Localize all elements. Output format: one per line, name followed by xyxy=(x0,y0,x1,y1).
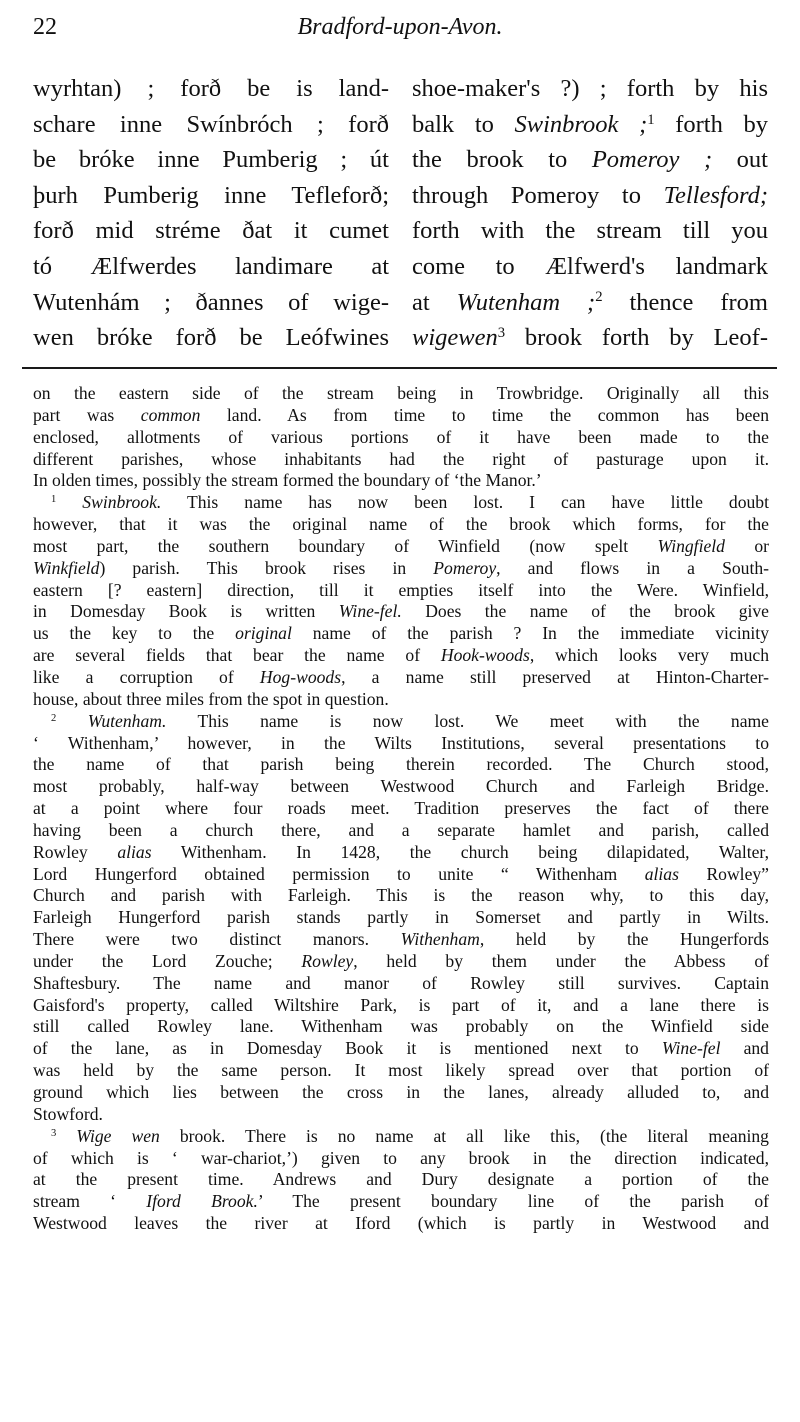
footnote-line xyxy=(33,951,769,973)
text-run: balk to xyxy=(412,110,515,138)
text-run: Does the name of the brook give xyxy=(401,601,769,622)
footnote-line xyxy=(33,514,769,536)
text-run: and xyxy=(720,1038,769,1059)
text-run: ground which lies between the cross in the lanes, already alluded to, and xyxy=(33,1082,769,1102)
footnote-line xyxy=(33,492,769,514)
text-run: There were two distinct manors. xyxy=(33,929,401,950)
text-run: shoe-maker's ?) ; forth by his xyxy=(412,75,768,102)
text-run: Westwood leaves the river at Iford (which is partly in Westwood and xyxy=(33,1213,769,1234)
footnote-line xyxy=(33,405,769,427)
translation-column xyxy=(412,71,768,356)
footnote-line xyxy=(33,776,769,798)
footnote-line xyxy=(33,754,769,776)
text-run: Rowley” xyxy=(678,863,769,884)
text-run: , a name still preserved at Hinton-Charter- xyxy=(341,666,769,687)
italic-text: Withenham xyxy=(400,929,480,950)
text-run: forth with the stream till you xyxy=(412,217,768,245)
footnote-line xyxy=(33,929,769,951)
footnote-reference: 3 xyxy=(51,1127,57,1139)
footnote-line xyxy=(33,1169,769,1191)
text-run: the brook to xyxy=(412,146,592,174)
footnote-line xyxy=(33,667,769,689)
text-run: , and flows in a South- xyxy=(496,557,769,578)
text-run: In olden times, possibly the stream formed the boundary of ‘the Manor.’ xyxy=(33,470,542,491)
old-english-line: schare inne Swínbróch ; forð xyxy=(33,110,389,138)
text-run: brook. There is no name at all like this, (the literal meaning xyxy=(159,1125,769,1146)
footnote-line xyxy=(33,885,769,907)
text-run xyxy=(56,492,82,512)
text-run: forth by xyxy=(654,110,768,138)
footnote-line xyxy=(33,907,769,929)
italic-text: Pomeroy xyxy=(433,557,497,578)
old-english-column xyxy=(33,71,389,356)
text-run: name of the parish ? In the immediate vicinity xyxy=(291,623,769,644)
translation-line xyxy=(412,285,768,321)
footnote-line xyxy=(33,427,769,449)
footnote-line xyxy=(33,1213,769,1235)
footnote-line xyxy=(33,1104,769,1126)
footnote-line xyxy=(33,470,769,492)
text-run: still called Rowley lane. Withenham was probably on the Winfield side xyxy=(33,1016,769,1037)
page-number: 22 xyxy=(33,14,57,40)
footnote-line xyxy=(33,580,769,602)
text-run: Church and parish with Farleigh. This is the reason why, to this day, xyxy=(33,885,769,906)
italic-text: wigewen xyxy=(412,324,498,352)
text-run: at a point where four roads meet. Tradition preserves the fact of there xyxy=(33,798,769,819)
text-run: the name of that parish being therein recorded. The Church stood, xyxy=(33,754,769,775)
translation-line xyxy=(412,213,768,249)
italic-text: alias xyxy=(117,841,152,862)
footnote-line xyxy=(33,536,769,558)
text-run: , which looks very much xyxy=(529,645,769,666)
italic-text: common xyxy=(140,404,201,425)
footnote-line xyxy=(33,689,769,711)
text-run: of which is ‘ war-chariot,’) given to any brook in the direction indicated, xyxy=(33,1147,769,1168)
text-run: different parishes, whose inhabitants had the right of pasturage upon it. xyxy=(33,448,769,469)
italic-text: Wige wen xyxy=(76,1125,160,1146)
text-run: having been a church there, and a separate hamlet and parish, called xyxy=(33,819,769,840)
italic-text: Winkfield xyxy=(33,557,100,578)
text-run: of the lane, as in Domesday Book it is mentioned next to xyxy=(33,1038,662,1059)
footnote-line xyxy=(33,623,769,645)
text-run: Shaftesbury. The name and manor of Rowley still survives. Captain xyxy=(33,972,769,993)
translation-line xyxy=(412,142,768,178)
footnote-line xyxy=(33,558,769,580)
text-run: out xyxy=(712,146,768,174)
text-run: through Pomeroy to xyxy=(412,181,664,209)
text-run: in Domesday Book is written xyxy=(33,601,339,622)
text-run: was held by the same person. It most likely spread over that portion of xyxy=(33,1060,769,1081)
footnote-line xyxy=(33,1148,769,1170)
text-run: This name is now lost. We meet with the name xyxy=(166,710,769,731)
text-run: like a corruption of xyxy=(33,666,260,687)
old-english-line: forð mid stréme ðat it cumet xyxy=(33,217,389,245)
footnote-line xyxy=(33,383,769,405)
footnote-reference: 1 xyxy=(51,494,57,506)
translation-line xyxy=(412,178,768,214)
translation-line xyxy=(412,71,768,107)
footnotes xyxy=(33,383,769,1235)
footnote-separator-rule xyxy=(22,367,777,369)
text-run: Withenham. In 1428, the church being dilapidated, Walter, xyxy=(151,841,769,862)
italic-text: Swinbrook. xyxy=(82,492,162,513)
italic-text: alias xyxy=(644,863,679,884)
text-run: part was xyxy=(33,404,141,425)
footnote-line xyxy=(33,1038,769,1060)
footnote-line xyxy=(33,1191,769,1213)
footnote-line xyxy=(33,995,769,1017)
text-run: stream ‘ xyxy=(33,1191,147,1212)
text-run: or xyxy=(724,535,769,556)
italic-text: Wine-fel xyxy=(661,1038,721,1059)
text-run: ‘ Withenham,’ however, in the Wilts Institutions, several presentations to xyxy=(33,732,769,753)
footnote-line xyxy=(33,798,769,820)
footnote-line xyxy=(33,711,769,733)
text-run: Lord Hungerford obtained permission to unite “ Withenham xyxy=(33,863,645,884)
footnote-line xyxy=(33,1126,769,1148)
footnote-line xyxy=(33,1016,769,1038)
old-english-line: þurh Pumberig inne Tefleforð; xyxy=(33,181,389,209)
text-run: ) parish. This brook rises in xyxy=(99,557,434,578)
italic-text: Wine-fel. xyxy=(338,601,402,622)
old-english-line: wyrhtan) ; forð be is land- xyxy=(33,75,389,102)
text-run: brook forth by Leof- xyxy=(505,324,768,352)
footnote-line xyxy=(33,820,769,842)
text-run: come to Ælfwerd's landmark xyxy=(412,252,768,280)
italic-text: Wingfield xyxy=(657,535,725,556)
text-run: at xyxy=(412,288,457,316)
footnote-reference: 1 xyxy=(647,111,655,128)
translation-line xyxy=(412,249,768,285)
italic-text: Rowley xyxy=(301,950,354,971)
footnote-reference: 2 xyxy=(51,712,57,724)
footnote-line xyxy=(33,1060,769,1082)
translation-line xyxy=(412,320,768,356)
italic-text: original xyxy=(235,623,292,644)
footnote-reference: 2 xyxy=(595,289,603,306)
footnote-line xyxy=(33,601,769,623)
text-run: are several fields that bear the name of xyxy=(33,645,441,666)
old-english-line: Wutenhám ; ðannes of wige- xyxy=(33,288,389,316)
text-run: at the present time. Andrews and Dury designate a portion of the xyxy=(33,1169,769,1190)
text-run: us the key to the xyxy=(33,623,236,644)
italic-text: Hook-woods xyxy=(440,645,530,666)
translation-line xyxy=(412,107,768,143)
text-run: , held by the Hungerfords xyxy=(479,929,769,950)
text-run: thence from xyxy=(602,288,768,316)
text-run: This name has now been lost. I can have little doubt xyxy=(161,492,769,513)
footnote-line xyxy=(33,645,769,667)
text-run: ’ The present boundary line of the parish of xyxy=(257,1191,769,1212)
footnote-line xyxy=(33,973,769,995)
text-run: Rowley xyxy=(33,841,118,862)
text-run xyxy=(56,1126,76,1146)
text-run: enclosed, allotments of various portions of it have been made to the xyxy=(33,426,769,447)
text-run: Farleigh Hungerford parish stands partly in Somerset and partly in Wilts. xyxy=(33,907,769,928)
text-run: however, that it was the original name of the brook which forms, for the xyxy=(33,514,769,535)
text-run: Gaisford's property, called Wiltshire Park, is part of it, and a lane there is xyxy=(33,994,769,1015)
old-english-line: wen bróke forð be Leófwines xyxy=(33,324,389,352)
old-english-line: be bróke inne Pumberig ; út xyxy=(33,146,389,174)
italic-text: Wutenham ; xyxy=(456,288,596,316)
running-title: Bradford-upon-Avon. xyxy=(297,14,503,40)
text-run: most part, the southern boundary of Winfield (now spelt xyxy=(33,535,658,556)
footnote-line xyxy=(33,1082,769,1104)
text-run: land. As from time to time the common has been xyxy=(200,404,769,425)
text-run: house, about three miles from the spot in question. xyxy=(33,688,389,709)
text-run xyxy=(56,711,87,731)
italic-text: Tellesford; xyxy=(663,181,768,209)
text-run: on the eastern side of the stream being in Trowbridge. Originally all this xyxy=(33,383,769,403)
old-english-line: tó Ælfwerdes landimare at xyxy=(33,252,389,280)
footnote-line xyxy=(33,733,769,755)
text-run: eastern [? eastern] direction, till it empties itself into the Were. Winfield, xyxy=(33,579,769,600)
footnote-reference: 3 xyxy=(497,325,506,342)
italic-text: Swinbrook ; xyxy=(514,110,648,138)
italic-text: Iford Brook. xyxy=(146,1191,258,1212)
italic-text: Wutenham. xyxy=(87,710,167,731)
text-run: under the Lord Zouche; xyxy=(33,950,302,971)
footnote-line xyxy=(33,864,769,886)
italic-text: Hog-woods xyxy=(259,666,342,687)
text-run: Stowford. xyxy=(33,1103,103,1124)
italic-text: Pomeroy ; xyxy=(591,146,713,174)
text-run: most probably, half-way between Westwood Church and Farleigh Bridge. xyxy=(33,776,769,797)
footnote-line xyxy=(33,842,769,864)
footnote-line xyxy=(33,449,769,471)
text-run: , held by them under the Abbess of xyxy=(353,950,769,971)
